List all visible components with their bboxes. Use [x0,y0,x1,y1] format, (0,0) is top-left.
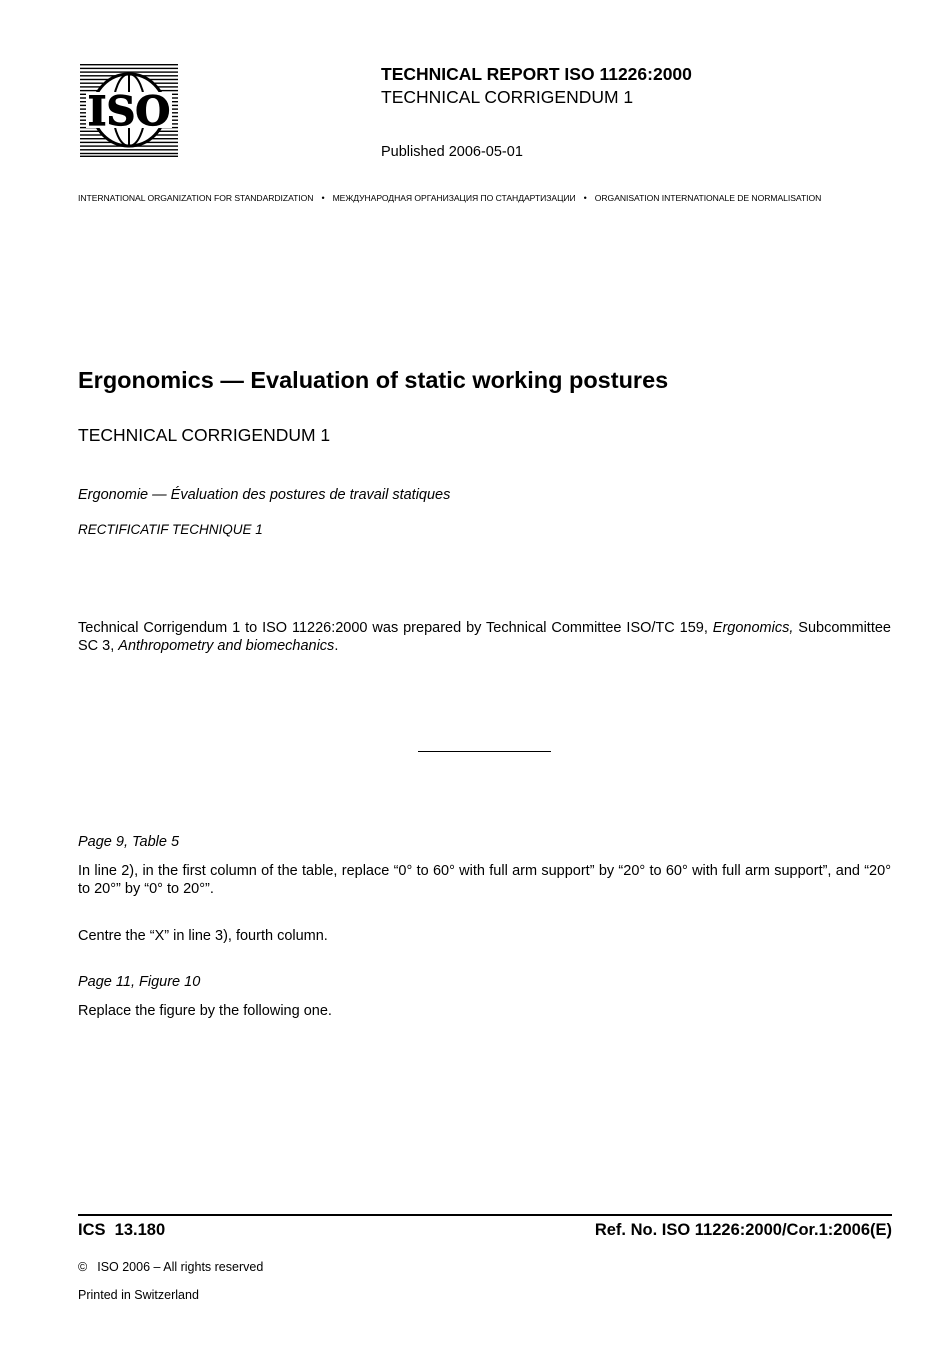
bullet-icon: • [583,193,587,203]
header-title: TECHNICAL REPORT ISO 11226:2000 [381,64,692,84]
subcommittee-name: Anthropometry and biomechanics [118,638,335,654]
separator-line [418,751,551,752]
copyright-notice [78,1260,263,1274]
correction-text-table5: In line 2), in the first column of the table, replace “0° to 60° with full arm support” by “20° to 60° with full arm support”, and “20° to 20°” by “0° to 20°”. [78,863,891,897]
correction-heading-figure10: Page 11, Figure 10 [78,974,201,990]
copyright-text: ISO 2006 – All rights reserved [97,1260,264,1274]
correction-text-table5-centre: Centre the “X” in line 3), fourth column. [78,928,328,944]
iso-logo [80,64,178,157]
reference-number: Ref. No. ISO 11226:2000/Cor.1:2006(E) [594,1221,892,1239]
committee-name: Ergonomics, [712,620,794,636]
document-title: Ergonomics — Evaluation of static working postures [78,367,669,393]
header-subtitle: TECHNICAL CORRIGENDUM 1 [381,87,634,107]
preparation-text: . [334,638,339,654]
document-subtitle: TECHNICAL CORRIGENDUM 1 [78,425,331,445]
ics-code-text: ICS 13.180 [78,1221,166,1239]
french-title: Ergonomie — Évaluation des postures de travail statiques [78,487,451,503]
org-name-russian: МЕЖДУНАРОДНАЯ ОРГАНИЗАЦИЯ ПО СТАНДАРТИЗАЦИИ [332,193,576,203]
french-subtitle: RECTIFICATIF TECHNIQUE 1 [78,522,263,537]
footer-rule [78,1214,892,1216]
preparation-text: Subcommittee SC 3, [78,620,891,654]
organization-line [78,193,893,203]
ics-code [78,1221,165,1240]
org-name-english: INTERNATIONAL ORGANIZATION FOR STANDARDIZATION [78,193,314,203]
correction-text-figure10: Replace the figure by the following one. [78,1003,332,1019]
printed-location: Printed in Switzerland [78,1288,199,1302]
published-date: Published 2006-05-01 [381,144,523,160]
correction-heading-table5: Page 9, Table 5 [78,834,180,850]
iso-logo-text: ISO [87,88,171,135]
copyright-icon: © [78,1260,88,1274]
preparation-text: Technical Corrigendum 1 to ISO 11226:2000 was prepared by Technical Committee ISO/TC 159, [78,620,713,636]
preparation-statement [78,619,891,655]
org-name-french: ORGANISATION INTERNATIONALE DE NORMALISATION [594,193,822,203]
bullet-icon: • [321,193,325,203]
